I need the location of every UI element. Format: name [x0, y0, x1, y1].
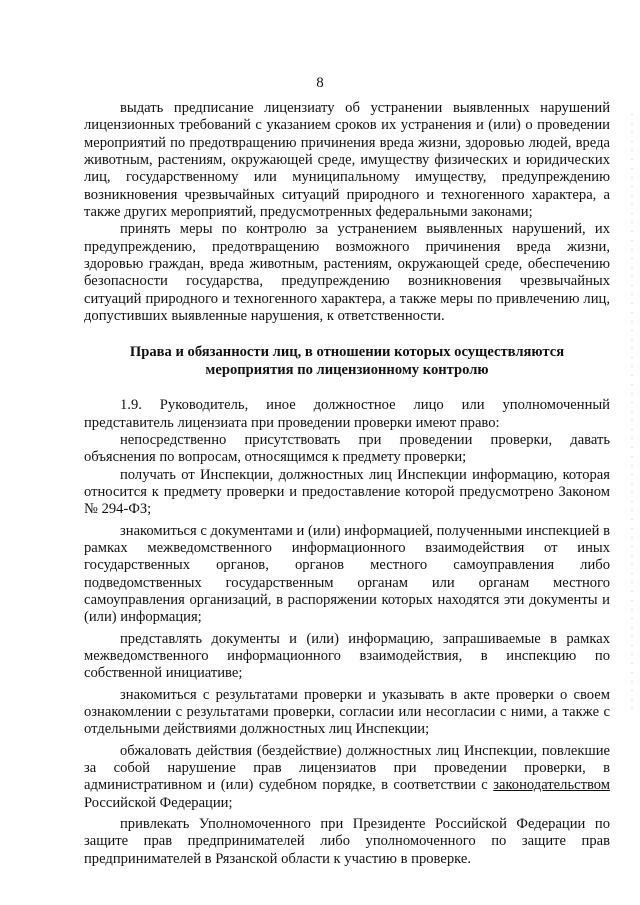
paragraph-attend-inspection: непосредственно присутствовать при проведении проверки, давать объяснения по вопросам, относящимся к предмету проверки; [84, 431, 610, 466]
paragraph-issue-order: выдать предписание лицензиату об устранении выявленных нарушений лицензионных требований с указанием сроков их устранения и (или) о проведении мероприятий по предотвращению причинения вреда жизни, здоровью людей, вреда животным, растениям, окружающей среде, имуществу физических и юридических лиц, государственному или муниципальному имуществу, предупреждению возникновения чрезвычайных ситуаций природного и техногенного характера, а также других мероприятий, предусмотренных федеральными законами; [84, 100, 610, 221]
paragraph-take-measures: принять меры по контролю за устранением выявленных нарушений, их предупреждению, предотвращению возможного причинения вреда жизни, здоровью граждан, вреда животным, растениям, окружающей среде, обеспечению безопасности государства, предупреждению возникновения чрезвычайных ситуаций природного и техногенного характера, а также меры по привлечению лиц, допустивших выявленные нарушения, к ответственности. [84, 221, 610, 325]
appeal-text: обжаловать действия (бездействие) должностных лиц Инспекции, повлекшие за собой нарушение прав лицензиатов при проведении проверки, в административном и (или) судебном порядке, в соответствии с [84, 742, 610, 794]
paragraph-review-documents: знакомиться с документами и (или) информацией, полученными инспекцией в рамках межведомственного информационного взаимодействия от иных государственных органов, органов местного самоуправления либо подведомственных государственным органам или органам местного самоуправления организаций, в распоряжении которых находятся эти документы и (или) информация; [84, 522, 610, 626]
paragraph-appeal-actions [84, 743, 610, 812]
paragraph-receive-information: получать от Инспекции, должностных лиц Инспекции информацию, которая относится к предмету проверки и предоставление которой предусмотрено Законом № 294-ФЗ; [84, 466, 610, 518]
appeal-text-end: Российской Федерации; [84, 794, 233, 811]
page-number: 8 [316, 75, 324, 91]
paragraph-submit-documents: представлять документы и (или) информацию, запрашиваемые в рамках межведомственного информационного взаимодействия, в инспекцию по собственной инициативе; [84, 630, 610, 682]
paragraph-involve-ombudsman: привлекать Уполномоченного при Президенте Российской Федерации по защите прав предпринимателей либо уполномоченного по защите прав предпринимателей в Рязанской области к участию в проверке. [84, 816, 610, 867]
legislation-link[interactable]: законодательством [493, 777, 610, 794]
paragraph-review-results: знакомиться с результатами проверки и указывать в акте проверки о своем ознакомлении с результатами проверки, согласии или несогласии с ними, а также с отдельными действиями должностных лиц Инспекции; [84, 686, 610, 738]
section-heading-line-2: мероприятия по лицензионному контролю [205, 361, 489, 378]
scan-edge-noise [630, 110, 634, 710]
document-body [84, 100, 610, 868]
paragraph-1-9: 1.9. Руководитель, иное должностное лицо или уполномоченный представитель лицензиата при проведении проверки имеют право: [84, 397, 610, 431]
section-heading-line-1: Права и обязанности лиц, в отношении которых осуществляются [129, 344, 565, 361]
section-heading [84, 344, 610, 379]
